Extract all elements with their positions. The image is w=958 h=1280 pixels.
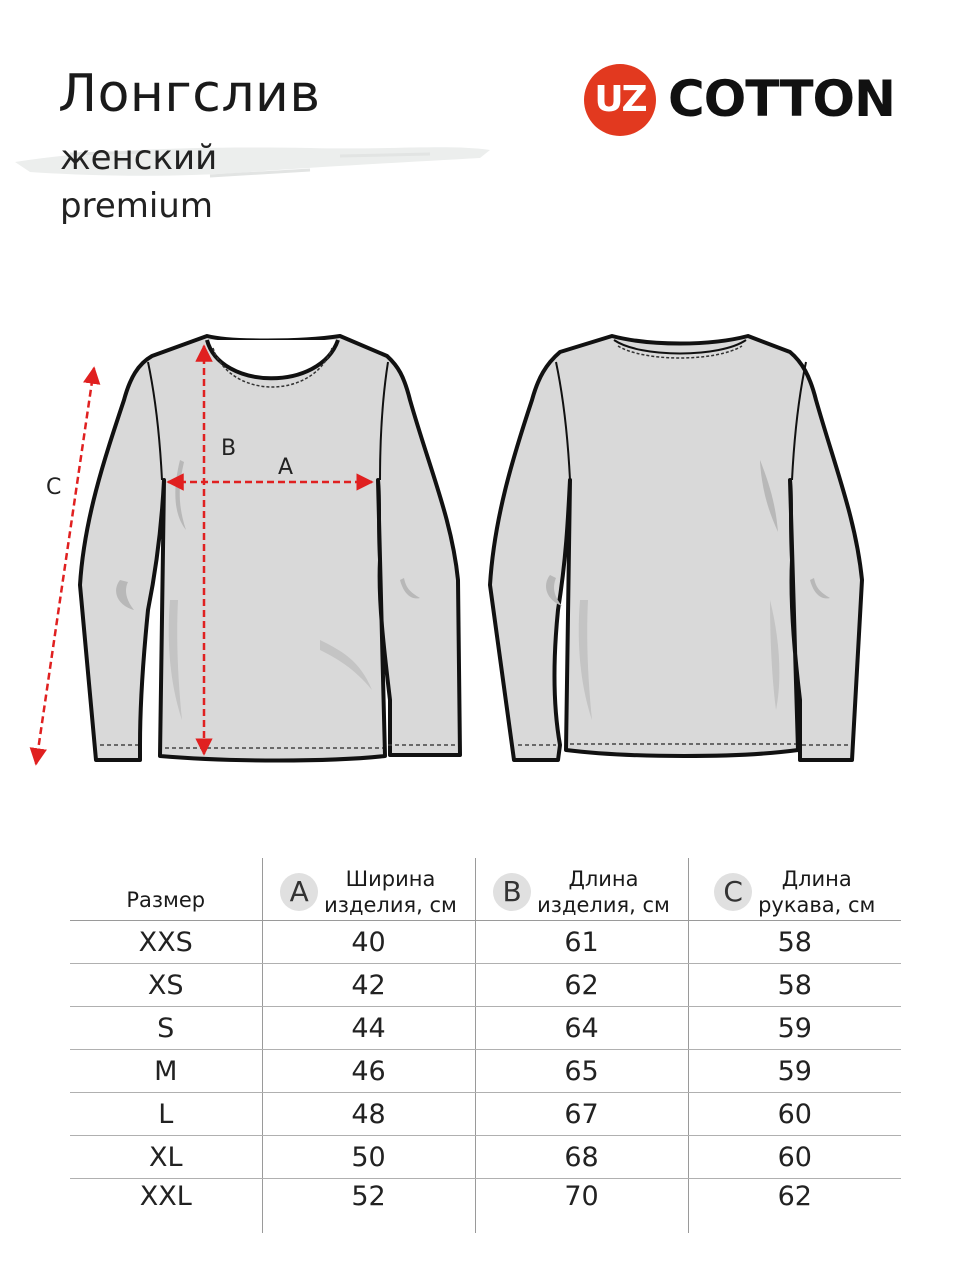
- table-row: [70, 1007, 901, 1050]
- cell-size: M: [70, 1050, 262, 1093]
- letter-badge-a: A: [280, 873, 318, 911]
- cell-width: 42: [262, 964, 475, 1007]
- cell-width: 40: [262, 921, 475, 964]
- header-label: рукава, см: [758, 893, 876, 917]
- subtitle-gender: женский: [60, 138, 218, 178]
- cell-width: 44: [262, 1007, 475, 1050]
- header-size: Размер: [70, 858, 262, 921]
- letter-badge-c: C: [714, 873, 752, 911]
- cell-width: 52: [262, 1179, 475, 1234]
- table-row: [70, 1136, 901, 1179]
- header-label: Длина: [781, 867, 852, 891]
- table-row: [70, 1050, 901, 1093]
- cell-length: 61: [475, 921, 688, 964]
- cell-length: 70: [475, 1179, 688, 1234]
- header-sleeve: [688, 858, 901, 921]
- cell-length: 64: [475, 1007, 688, 1050]
- header-label: изделия, см: [324, 893, 457, 917]
- header-width: [262, 858, 475, 921]
- logo-mark: UZ: [584, 64, 656, 136]
- label-b: B: [221, 436, 237, 461]
- table-row: [70, 921, 901, 964]
- table-row: [70, 1179, 901, 1234]
- table-header-row: [70, 858, 901, 921]
- cell-width: 50: [262, 1136, 475, 1179]
- cell-size: XXL: [139, 1181, 192, 1212]
- cell-length: 67: [475, 1093, 688, 1136]
- header-label: Длина: [568, 867, 639, 891]
- size-chart-table: [70, 858, 901, 1233]
- cell-sleeve: 58: [688, 964, 901, 1007]
- cell-length: 68: [475, 1136, 688, 1179]
- cell-size: L: [70, 1093, 262, 1136]
- cell-sleeve: 62: [688, 1179, 901, 1234]
- brand-logo: [584, 60, 894, 140]
- garment-diagram: [0, 300, 958, 780]
- header-length: [475, 858, 688, 921]
- table-row: [70, 1093, 901, 1136]
- cell-sleeve: 59: [688, 1007, 901, 1050]
- cell-sleeve: 58: [688, 921, 901, 964]
- cell-width: 46: [262, 1050, 475, 1093]
- front-view: [80, 336, 460, 761]
- logo-text: COTTON: [668, 70, 895, 128]
- table-row: [70, 964, 901, 1007]
- cell-size: XL: [70, 1136, 262, 1179]
- letter-badge-b: B: [493, 873, 531, 911]
- cell-width: 48: [262, 1093, 475, 1136]
- cell-size: XS: [70, 964, 262, 1007]
- label-c: C: [46, 475, 62, 500]
- cell-sleeve: 60: [688, 1093, 901, 1136]
- label-a: A: [278, 455, 294, 480]
- cell-length: 62: [475, 964, 688, 1007]
- cell-size: S: [70, 1007, 262, 1050]
- page-title: Лонгслив: [58, 64, 321, 124]
- back-view: [490, 336, 862, 760]
- cell-size: XXS: [70, 921, 262, 964]
- cell-sleeve: 59: [688, 1050, 901, 1093]
- subtitle-line: premium: [60, 186, 213, 226]
- header-label: изделия, см: [537, 893, 670, 917]
- header-label: Ширина: [345, 867, 436, 891]
- cell-sleeve: 60: [688, 1136, 901, 1179]
- cell-length: 65: [475, 1050, 688, 1093]
